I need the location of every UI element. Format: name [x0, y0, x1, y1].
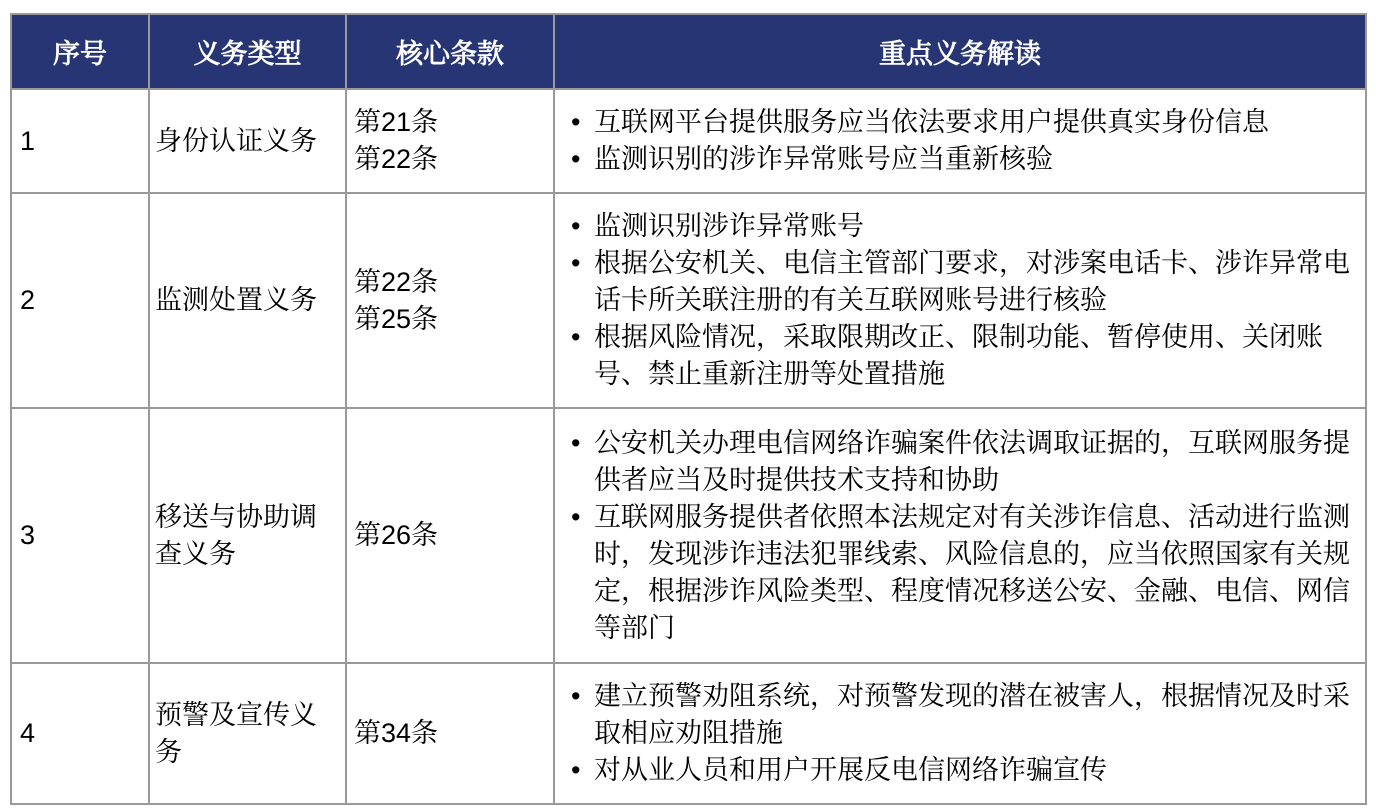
core-articles-cell — [346, 408, 554, 663]
header-core-articles: 核心条款 — [346, 14, 554, 89]
header-index: 序号 — [11, 14, 149, 89]
row-index-cell: 3 — [11, 408, 149, 663]
key-point-item: • 对从业人员和用户开展反电信网络诈骗宣传 — [555, 752, 1351, 789]
key-point-item: • 公安机关办理电信网络诈骗案件依法调取证据的，互联网服务提供者应当及时提供技术支持和协助 — [555, 425, 1351, 499]
core-articles-cell — [346, 193, 554, 408]
key-points-list — [555, 425, 1351, 647]
obligation-type-cell: 预警及宣传义务 — [149, 663, 346, 804]
key-points-cell — [554, 193, 1366, 408]
obligation-type-cell: 身份认证义务 — [149, 89, 346, 193]
core-article-line: 第34条 — [354, 718, 439, 748]
core-article-line: 第21条 — [354, 107, 439, 137]
row-index-cell: 4 — [11, 663, 149, 804]
core-article-line: 第26条 — [354, 520, 439, 550]
core-article-line: 第22条 — [354, 144, 439, 174]
obligation-type-cell: 监测处置义务 — [149, 193, 346, 408]
table-row — [11, 408, 1366, 663]
key-points-list — [555, 208, 1351, 393]
header-row — [11, 14, 1366, 89]
core-articles-cell — [346, 89, 554, 193]
key-point-item: • 互联网平台提供服务应当依法要求用户提供真实身份信息 — [555, 104, 1351, 141]
header-obligation-type: 义务类型 — [149, 14, 346, 89]
key-points-list — [555, 678, 1351, 789]
obligations-table — [10, 13, 1367, 805]
key-points-cell — [554, 663, 1366, 804]
obligation-type-cell: 移送与协助调查义务 — [149, 408, 346, 663]
row-index-cell: 1 — [11, 89, 149, 193]
row-index-cell: 2 — [11, 193, 149, 408]
key-point-item: • 根据公安机关、电信主管部门要求，对涉案电话卡、涉诈异常电话卡所关联注册的有关互联网账号进行核验 — [555, 245, 1351, 319]
core-articles-cell — [346, 663, 554, 804]
core-article-line: 第25条 — [354, 303, 439, 334]
key-points-list — [555, 104, 1351, 178]
key-point-item: • 建立预警劝阻系统，对预警发现的潜在被害人，根据情况及时采取相应劝阻措施 — [555, 678, 1351, 752]
key-point-item: • 监测识别的涉诈异常账号应当重新核验 — [555, 141, 1351, 178]
header-key-points: 重点义务解读 — [554, 14, 1366, 89]
key-point-item: • 监测识别涉诈异常账号 — [555, 208, 1351, 245]
table-row — [11, 89, 1366, 193]
core-article-line: 第22条 — [354, 266, 439, 297]
table-row — [11, 193, 1366, 408]
table-row — [11, 663, 1366, 804]
key-point-item: • 根据风险情况，采取限期改正、限制功能、暂停使用、关闭账号、禁止重新注册等处置措施 — [555, 319, 1351, 393]
key-points-cell — [554, 408, 1366, 663]
key-point-item: • 互联网服务提供者依照本法规定对有关涉诈信息、活动进行监测时，发现涉诈违法犯罪线索、风险信息的，应当依照国家有关规定，根据涉诈风险类型、程度情况移送公安、金融、电信、网信等部门 — [555, 499, 1351, 647]
key-points-cell — [554, 89, 1366, 193]
